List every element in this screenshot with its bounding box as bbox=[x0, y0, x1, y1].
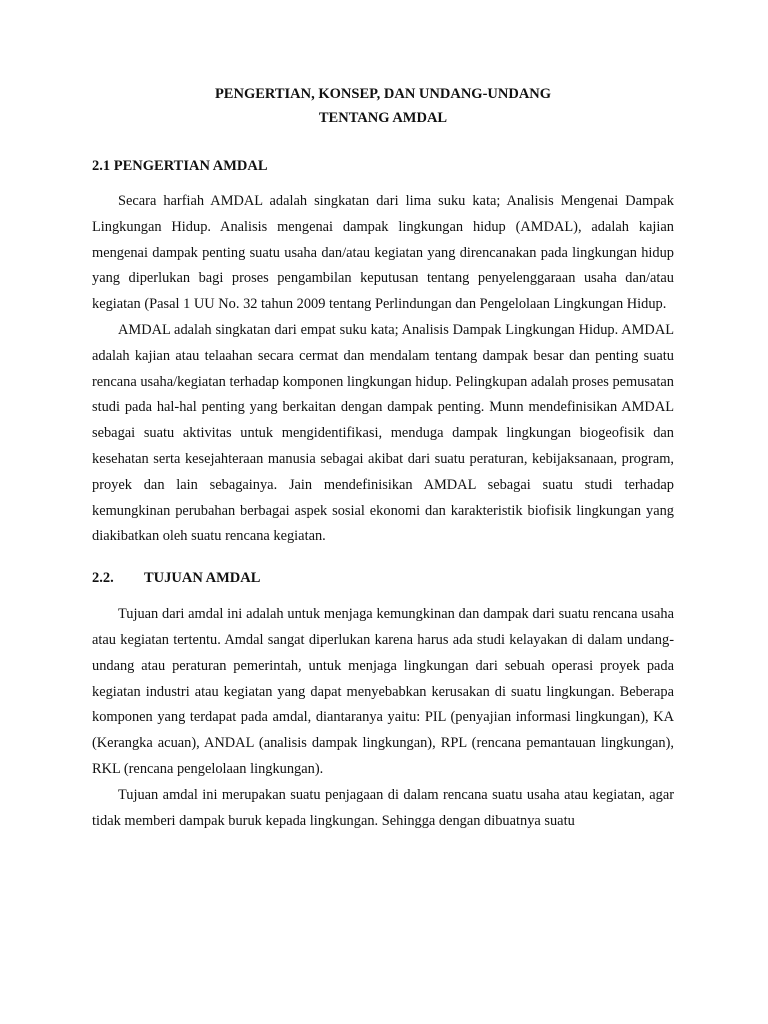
paragraph: Tujuan dari amdal ini adalah untuk menjaga kemungkinan dan dampak dari suatu rencana usaha atau kegiatan tertentu. Amdal sangat diperlukan karena harus ada studi kelayakan di dalam undang-undang atau peraturan pemerintah, untuk menjaga lingkungan dari sebuah operasi proyek pada kegiatan industri atau kegiatan yang dapat menyebabkan kerusakan di suatu lingkungan. Beberapa komponen yang terdapat pada amdal, diantaranya yaitu: PIL (penyajian informasi lingkungan), KA (Kerangka acuan), ANDAL (analisis dampak lingkungan), RPL (rencana pemantauan lingkungan), RKL (rencana pengelolaan lingkungan). bbox=[92, 606, 674, 777]
section-heading-label: TUJUAN AMDAL bbox=[144, 570, 261, 587]
paragraph: AMDAL adalah singkatan dari empat suku kata; Analisis Dampak Lingkungan Hidup. AMDAL adalah kajian atau telaahan secara cermat dan mendalam tentang dampak besar dan penting suatu rencana usaha/kegiatan terhadap komponen lingkungan hidup. Pelingkupan adalah proses pemusatan studi pada hal-hal penting yang berkaitan dengan dampak penting. Munn mendefinisikan AMDAL sebagai suatu aktivitas untuk mengidentifikasi, menduga dampak lingkungan biogeofisik dan kesehatan serta kesejahteraan manusia sebagai akibat dari suatu peraturan, kebijaksanaan, program, proyek dan lain sebagainya. Jain mendefinisikan AMDAL sebagai suatu studi terhadap kemungkinan perubahan berbagai aspek sosial ekonomi dan karakteristik biofisik lingkungan yang diakibatkan oleh suatu rencana kegiatan. bbox=[92, 321, 674, 545]
title-line-1: PENGERTIAN, KONSEP, DAN UNDANG-UNDANG bbox=[214, 86, 552, 102]
section-heading-tujuan bbox=[92, 568, 674, 588]
paragraph: Tujuan amdal ini merupakan suatu penjagaan di dalam rencana suatu usaha atau kegiatan, agar tidak memberi dampak buruk kepada lingkungan. Sehingga dengan dibuatnya suatu bbox=[92, 786, 674, 829]
section-heading-pengertian: 2.1 PENGERTIAN AMDAL bbox=[92, 158, 268, 174]
section-number: 2.2. bbox=[92, 570, 114, 587]
document-title bbox=[92, 82, 674, 130]
title-line-2: TENTANG AMDAL bbox=[318, 110, 448, 126]
document-page bbox=[92, 82, 674, 834]
paragraph: Secara harfiah AMDAL adalah singkatan dari lima suku kata; Analisis Mengenai Dampak Lingkungan Hidup. Analisis mengenai dampak lingkungan hidup (AMDAL), adalah kajian mengenai dampak penting suatu usaha dan/atau kegiatan yang direncanakan pada lingkungan hidup yang diperlukan bagi proses pengambilan keputusan tentang penyelenggaraan usaha dan/atau kegiatan (Pasal 1 UU No. 32 tahun 2009 tentang Perlindungan dan Pengelolaan Lingkungan Hidup. bbox=[92, 193, 674, 313]
